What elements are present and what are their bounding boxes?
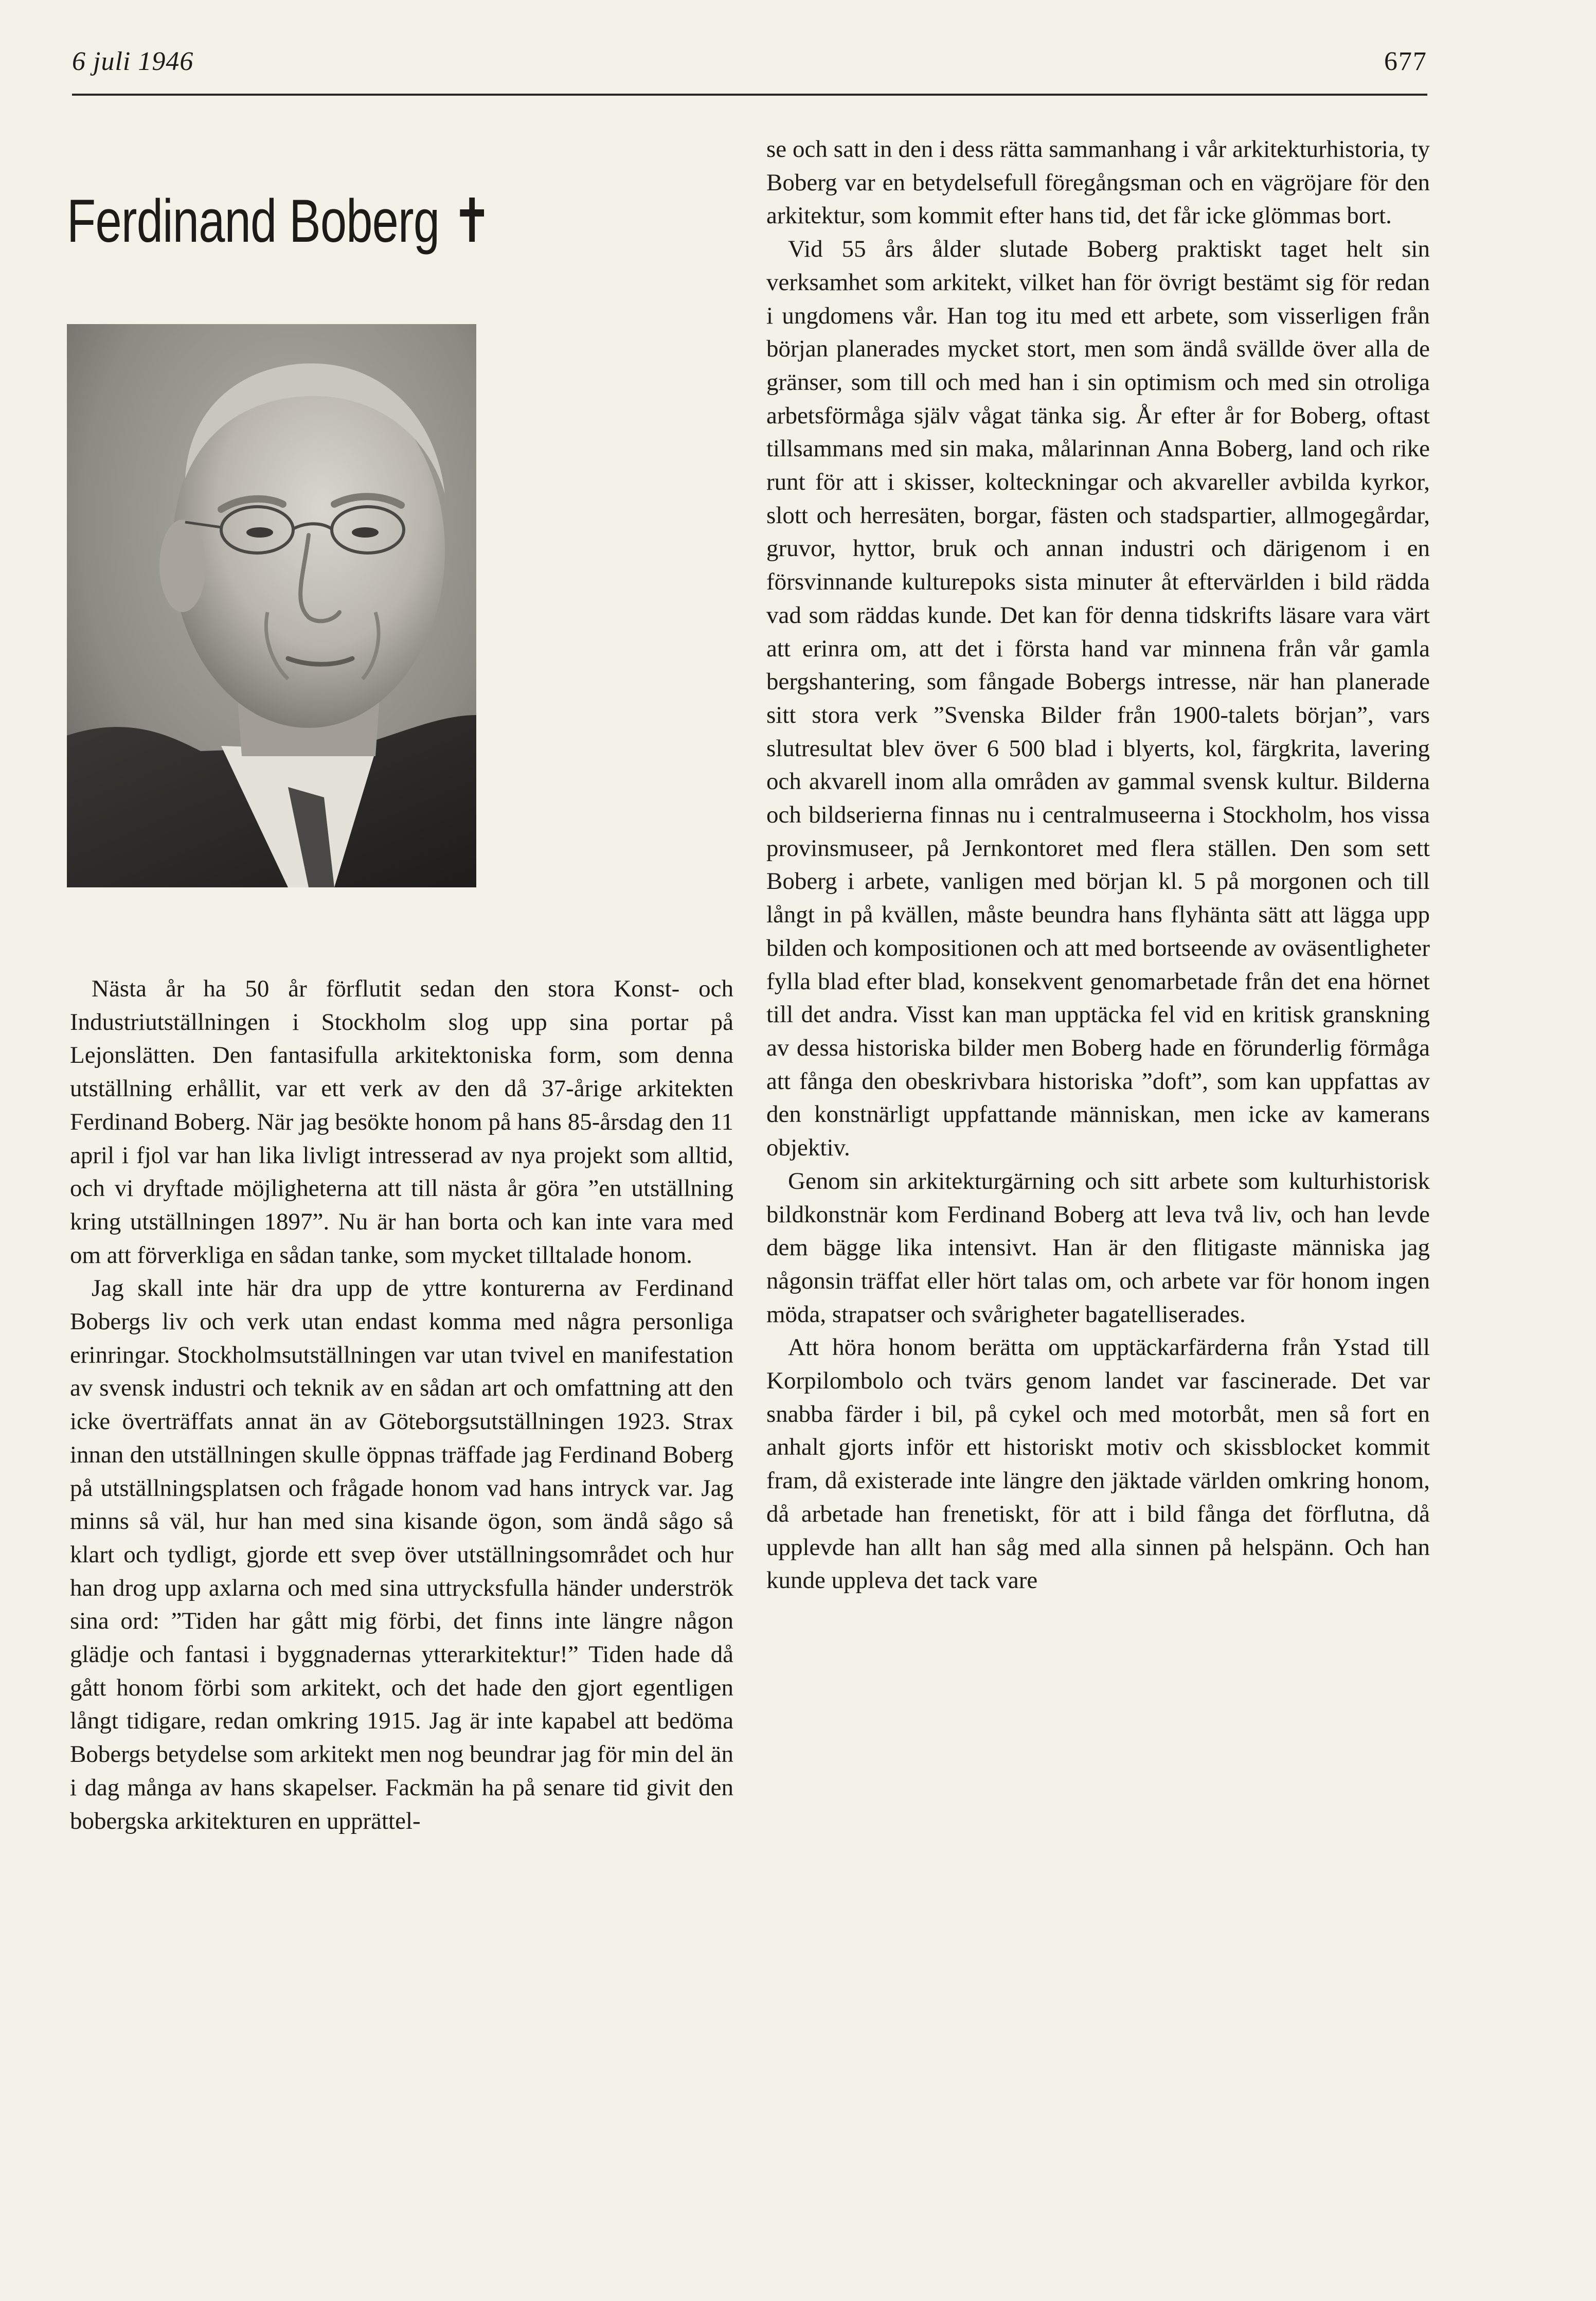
issue-date: 6 juli 1946 [72,47,194,76]
paragraph: Jag skall inte här dra upp de yttre konturerna av Ferdinand Bobergs liv och verk utan endast komma med några personliga erinringar. Stockholmsutställningen var utan tvivel en manifestation av svensk industri och teknik av en sådan art och omfattning att den icke överträffats annat än av Göteborgsutställningen 1923. Strax innan den utställningen skulle öppnas träffade jag Ferdinand Boberg på utställningsplatsen och frågade honom vad hans intryck var. Jag minns så väl, hur han med sina kisande ögon, som ändå sågo så klart och tydligt, gjorde ett svep över utställningsområdet och hur han drog upp axlarna och med sina uttrycksfulla händer underströk sina ord: ”Tiden har gått mig förbi, det finns inte längre någon glädje och fantasi i byggnadernas ytterarkitektur!” Tiden hade då gått honom förbi som arkitekt, och det hade den gjort egentligen långt tidigare, redan omkring 1915. Jag är inte kapabel att bedöma Bobergs betydelse som arkitekt men nog beundrar jag för min del än i dag många av hans skapelser. Fackmän ha på senare tid givit den bobergska arkitekturen en upprättel- [70,1275,733,1834]
left-column [70,972,733,1838]
paragraph: Vid 55 års ålder slutade Boberg praktiskt taget helt sin verksamhet som arkitekt, vilket han för övrigt bestämt sig för redan i ungdomens vår. Han tog itu med ett arbete, som visserligen från början planerades mycket stort, men som ändå svällde över alla de gränser, som till och med han i sin optimism och med sin otroliga arbetsförmåga själv vågat tänka sig. År efter år for Boberg, oftast tillsammans med sin maka, målarinnan Anna Boberg, land och rike runt för att i skisser, kolteckningar och akvareller avbilda kyrkor, slott och herresäten, borgar, fästen och stadspartier, allmogegårdar, gruvor, hyttor, bruk och annan industri och därigenom i en försvinnande kulturepoks sista minuter åt eftervärlden i bild rädda vad som räddas kunde. Det kan för denna tidskrifts läsare vara värt att erinra om, att det i första hand var minnena från vår gamla bergshantering, som fångade Bobergs intresse, när han planerade sitt stora verk ”Svenska Bilder från 1900-talets början”, vars slutresultat blev över 6 500 blad i blyerts, kol, färgkrita, lavering och akvarell inom alla områden av gammal svensk kultur. Bilderna och bildserierna finnas nu i centralmuseerna i Stockholm, hos vissa provinsmuseer, på Jernkontoret med flera ställen. Den som sett Boberg i arbete, vanligen med början kl. 5 på morgonen och till långt in på kvällen, måste beundra hans flyhänta sätt att lägga upp bilden och kompositionen och att med bortseende av oväsentligheter fylla blad efter blad, konsekvent genomarbetade från det ena hörnet till det andra. Visst kan man upptäcka fel vid en kritisk granskning av dessa historiska bilder men Boberg hade en förunderlig förmåga att fånga den obeskrivbara historiska ”doft”, som kan uppfattas av den konstnärligt uppfattande människan, men icke av kamerans objektiv. [766,236,1430,1162]
right-column [766,133,1430,1597]
page-number: 677 [1384,47,1427,76]
paragraph: se och satt in den i dess rätta sammanhang i vår arkitekturhistoria, ty Boberg var en betydelsefull föregångsman och en vägröjare för den arkitektur, som kommit efter hans tid, det får icke glömmas bort. [766,136,1430,229]
page-header [72,37,1427,96]
article-title: Ferdinand Boberg ✝ [67,187,492,255]
paragraph: Nästa år ha 50 år förflutit sedan den stora Konst- och Industriutställningen i Stockholm slog upp sina portar på Lejonslätten. Den fantasifulla arkitektoniska form, som denna utställning erhållit, var ett verk av den då 37-årige arkitekten Ferdinand Boberg. När jag besökte honom på hans 85-årsdag den 11 april i fjol var han lika livligt intresserad av nya projekt som alltid, och vi dryftade möjligheterna att till nästa år göra ”en utställning kring utställningen 1897”. Nu är han borta och kan inte vara med om att förverkliga en sådan tanke, som mycket tilltalade honom. [70,975,733,1269]
portrait-photo [67,324,476,887]
paragraph: Att höra honom berätta om upptäckarfärderna från Ystad till Korpilombolo och tvärs genom landet var fascinerade. Det var snabba färder i bil, på cykel och med motorbåt, men så fort en anhalt gjorts inför ett historiskt motiv och skissblocket kommit fram, då existerade inte längre den jäktade världen omkring honom, då arbetade han frenetiskt, för att i bild fånga det förflutna, då upplevde han allt han såg med alla sinnen på helspänn. Och han kunde uppleva det tack vare [766,1334,1430,1594]
paragraph: Genom sin arkitekturgärning och sitt arbete som kulturhistorisk bildkonstnär kom Ferdinand Boberg att leva två liv, och han levde dem bägge lika intensivt. Han är den flitigaste människa jag någonsin träffat eller hört talas om, och arbete var för honom ingen möda, strapatser och svårigheter bagatelliserades. [766,1167,1430,1328]
